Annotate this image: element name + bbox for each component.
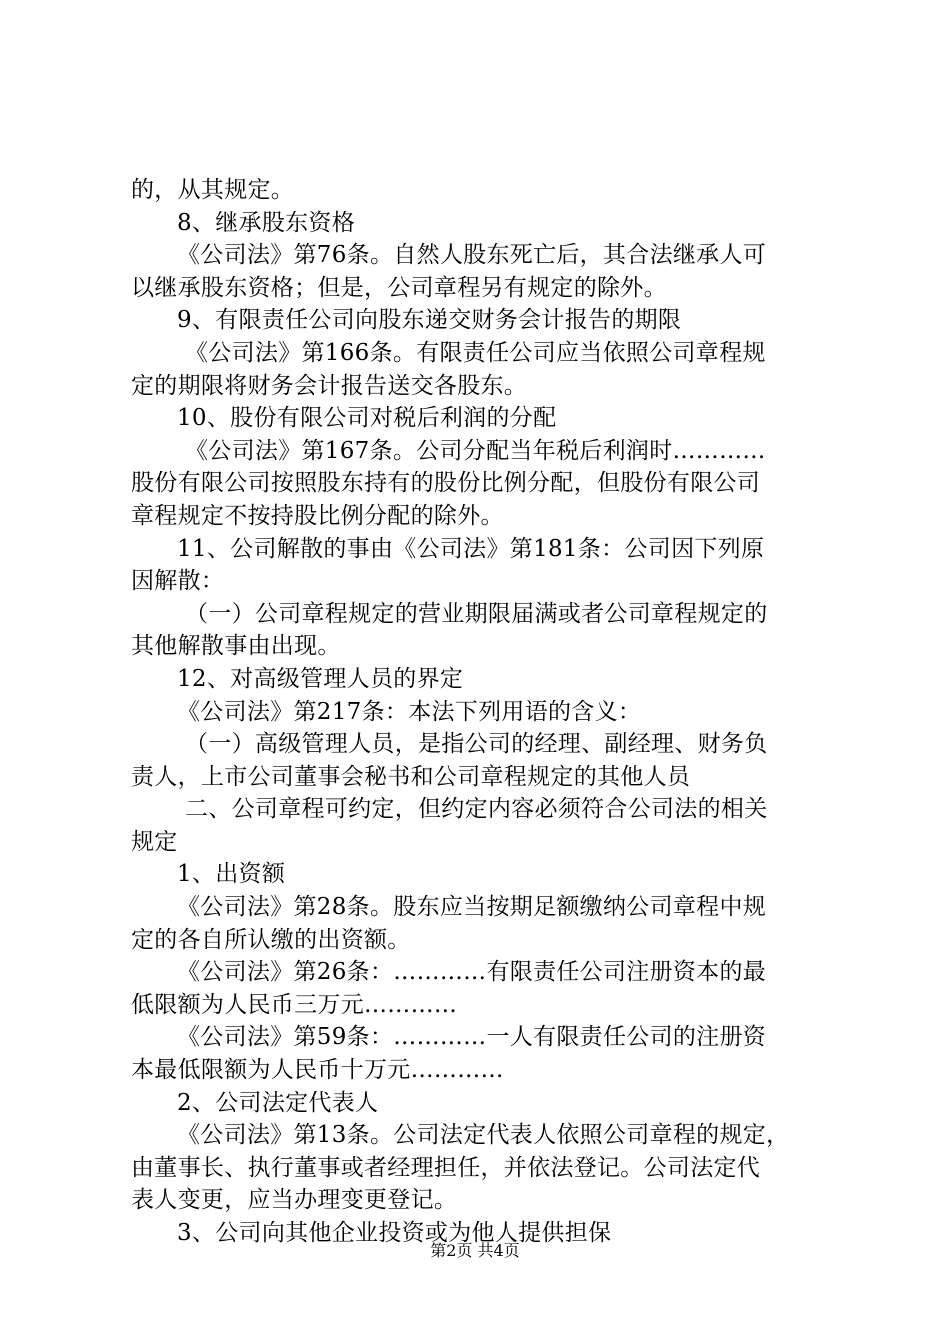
text-line: 股份有限公司按照股东持有的股份比例分配，但股份有限公司 (131, 470, 761, 497)
text-line: （一）公司章程规定的营业期限届满或者公司章程规定的 (185, 600, 768, 627)
text-line: 《公司法》第166条。有限责任公司应当依照公司章程规 (185, 339, 766, 366)
text-line: 3、公司向其他企业投资或为他人提供担保 (177, 1220, 612, 1246)
text-line: 《公司法》第76条。自然人股东死亡后，其合法继承人可 (177, 242, 767, 269)
text-line: 《公司法》第167条。公司分配当年税后利润时………… (185, 437, 766, 464)
text-line: 《公司法》第13条。公司法定代表人依照公司章程的规定， (177, 1122, 790, 1149)
text-line: 《公司法》第28条。股东应当按期足额缴纳公司章程中规 (177, 894, 767, 921)
text-line: 规定 (131, 828, 178, 855)
text-line: 定的期限将财务会计报告送交各股东。 (131, 372, 528, 399)
text-line: 因解散： (131, 568, 225, 595)
text-line: 9、有限责任公司向股东递交财务会计报告的期限 (177, 307, 682, 334)
document-body (0, 174, 950, 1250)
text-line: 2、公司法定代表人 (177, 1089, 379, 1116)
text-line: 其他解散事由出现。 (131, 633, 341, 660)
text-line: 本最低限额为人民币十万元………… (131, 1057, 504, 1084)
text-line: 《公司法》第217条：本法下列用语的含义： (177, 698, 642, 725)
text-line: 由董事长、执行董事或者经理担任，并依法登记。公司法定代 (131, 1154, 761, 1181)
text-line: 8、继承股东资格 (177, 209, 356, 236)
text-line: 以继承股东资格；但是，公司章程另有规定的除外。 (131, 274, 667, 301)
text-line: 《公司法》第26条：…………有限责任公司注册资本的最 (177, 959, 767, 986)
page-footer: 第2页 共4页 (430, 1241, 520, 1260)
text-line: 1、出资额 (177, 861, 286, 888)
text-line: 章程规定不按持股比例分配的除外。 (131, 502, 504, 529)
text-line: 10、股份有限公司对税后利润的分配 (177, 405, 557, 432)
text-line: （一）高级管理人员，是指公司的经理、副经理、财务负 (185, 731, 768, 758)
text-line: 的，从其规定。 (131, 177, 295, 203)
text-line: 责人，上市公司董事会秘书和公司章程规定的其他人员 (131, 763, 691, 790)
text-line: 11、公司解散的事由《公司法》第181条：公司因下列原 (177, 535, 765, 562)
text-line: 二、公司章程可约定，但约定内容必须符合公司法的相关 (185, 796, 768, 823)
text-line: 定的各自所认缴的出资额。 (131, 926, 411, 953)
text-line: 表人变更，应当办理变更登记。 (131, 1187, 458, 1214)
text-line: 《公司法》第59条：…………一人有限责任公司的注册资 (177, 1024, 767, 1051)
text-line: 12、对高级管理人员的界定 (177, 665, 464, 692)
text-line: 低限额为人民币三万元………… (131, 991, 458, 1018)
